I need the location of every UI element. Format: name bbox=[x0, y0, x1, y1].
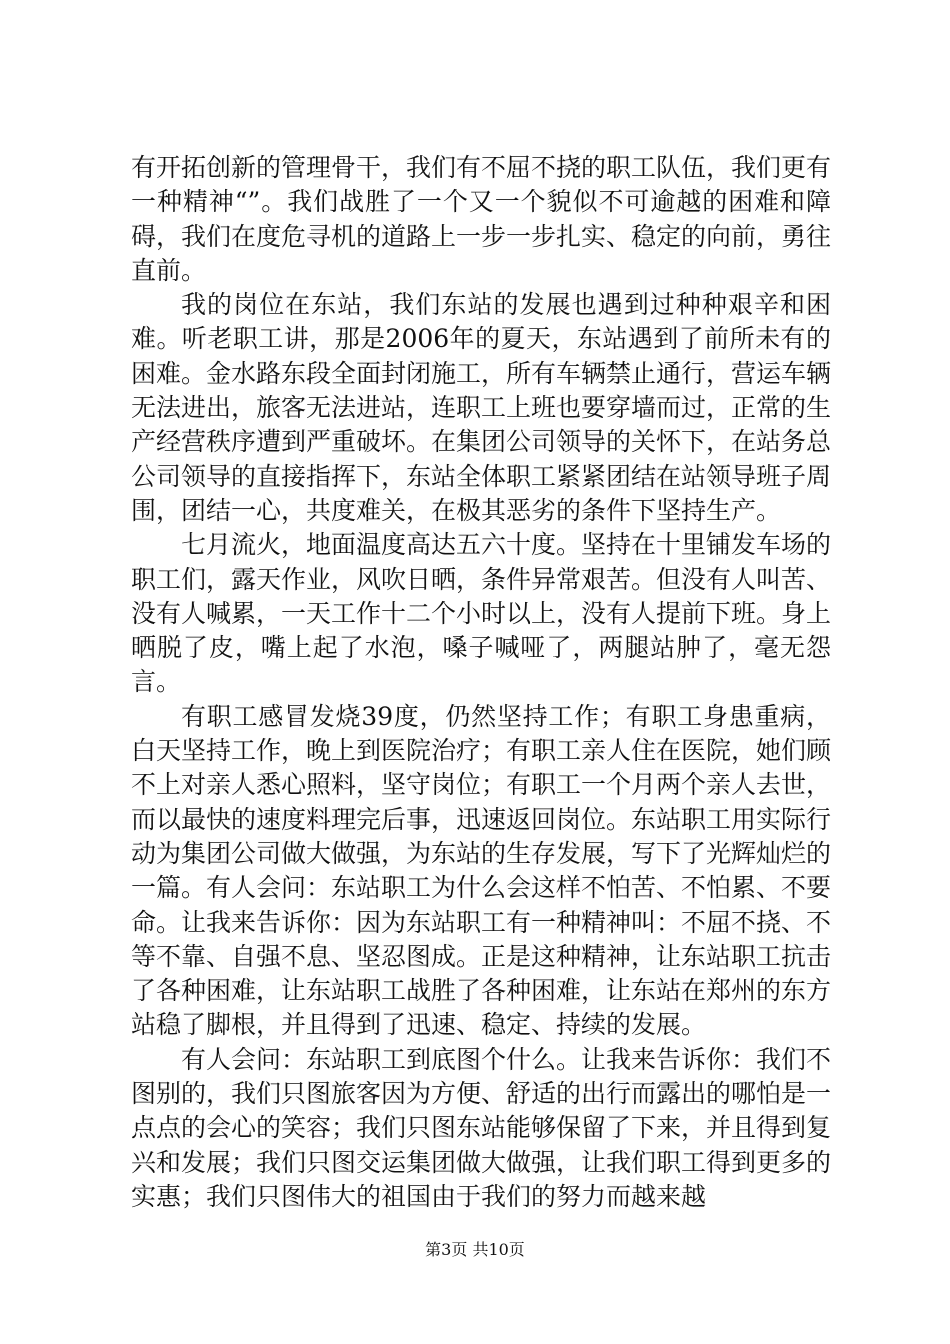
paragraph: 有职工感冒发烧39度，仍然坚持工作；有职工身患重病，白天坚持工作，晚上到医院治疗；有职工亲人住在医院，她们顾不上对亲人悉心照料，坚守岗位；有职工一个月两个亲人去世，而以最快的速度料理完后事，迅速返回岗位。东站职工用实际行动为集团公司做大做强，为东站的生存发展，写下了光辉灿烂的一篇。有人会问：东站职工为什么会这样不怕苦、不怕累、不要命。让我来告诉你：因为东站职工有一种精神叫：不屈不挠、不等不靠、自强不息、坚忍图成。正是这种精神，让东站职工抗击了各种困难，让东站职工战胜了各种困难，让东站在郑州的东方站稳了脚根，并且得到了迅速、稳定、持续的发展。 bbox=[131, 701, 832, 1040]
paragraph: 有人会问：东站职工到底图个什么。让我来告诉你：我们不图别的，我们只图旅客因为方便、舒适的出行而露出的哪怕是一点点的会心的笑容；我们只图东站能够保留了下来，并且得到复兴和发展；我们只图交运集团做大做强，让我们职工得到更多的实惠；我们只图伟大的祖国由于我们的努力而越来越 bbox=[131, 1044, 832, 1211]
paragraph: 七月流火，地面温度高达五六十度。坚持在十里铺发车场的职工们，露天作业，风吹日晒，条件异常艰苦。但没有人叫苦、没有人喊累，一天工作十二个小时以上，没有人提前下班。身上晒脱了皮，嘴上起了水泡，嗓子喊哑了，两腿站肿了，毫无怨言。 bbox=[131, 530, 832, 697]
paragraph: 我的岗位在东站，我们东站的发展也遇到过种种艰辛和困难。听老职工讲，那是2006年的夏天，东站遇到了前所未有的困难。金水路东段全面封闭施工，所有车辆禁止通行，营运车辆无法进出，旅客无法进站，连职工上班也要穿墙而过，正常的生产经营秩序遭到严重破坏。在集团公司领导的关怀下，在站务总公司领导的直接指挥下，东站全体职工紧紧团结在站领导班子周围，团结一心，共度难关，在极其恶劣的条件下坚持生产。 bbox=[131, 290, 832, 525]
page-number-footer: 第3页 共10页 bbox=[425, 1240, 525, 1259]
paragraph-continuation: 有开拓创新的管理骨干，我们有不屈不挠的职工队伍，我们更有一种精神“”。我们战胜了一个又一个貌似不可逾越的困难和障碍，我们在度危寻机的道路上一步一步扎实、稳定的向前，勇往直前。 bbox=[131, 153, 832, 285]
document-body bbox=[131, 151, 831, 1214]
